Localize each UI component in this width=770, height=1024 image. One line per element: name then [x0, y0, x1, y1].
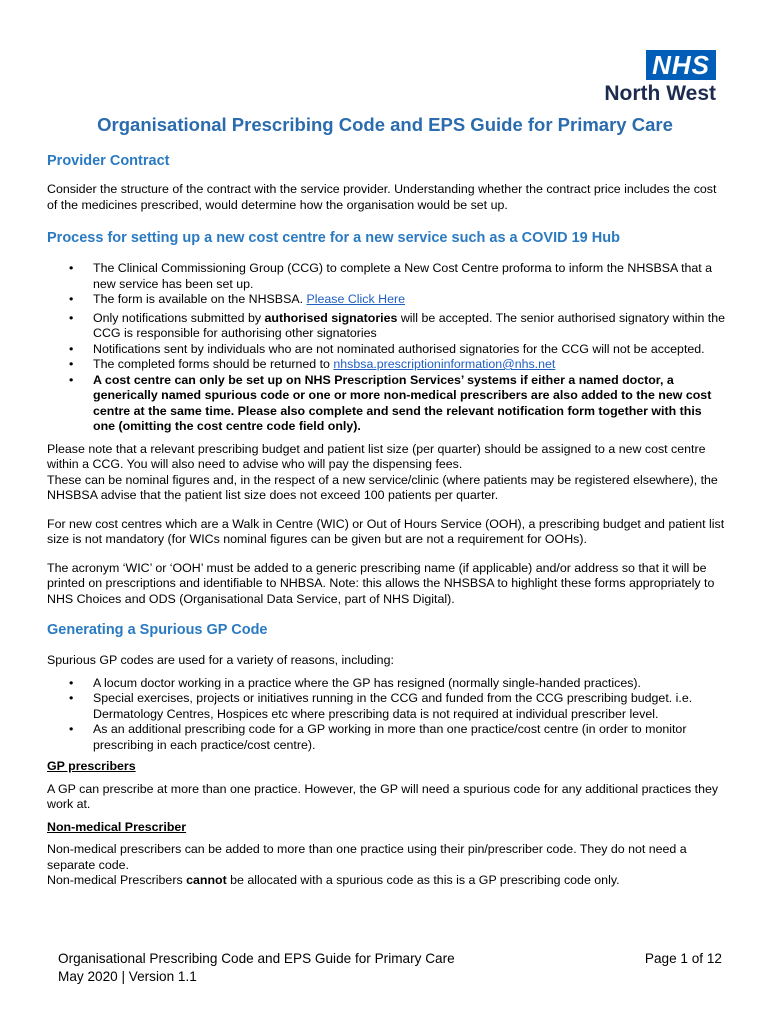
heading-spurious-gp-code: Generating a Spurious GP Code — [47, 622, 268, 638]
budget-paragraph: Please note that a relevant prescribing budget and patient list size (per quarter) should be assigned to a new cost centre within a CCG. You will also need to advise who will pay the dispensing fees. These can be nominal figures and, in the respect of a new service/clinic (where patients may be registered elsewhere), the NHSBSA advise that the patient list size does not exceed 100 patients per quarter. — [47, 441, 718, 502]
nhs-logo-mark: NHS — [646, 50, 716, 80]
list-item: • The Clinical Commissioning Group (CCG) to complete a New Cost Centre proforma to inform the NHSBSA that a new service has been set up. — [69, 261, 713, 291]
spurious-intro: Spurious GP codes are used for a variety of reasons, including: — [47, 653, 394, 667]
list-item: • Only notifications submitted by authorised signatories will be accepted. The senior authorised signatory within the CCG is responsible for authorising other signatories — [69, 310, 726, 340]
acronym-paragraph: The acronym ‘WIC’ or ‘OOH’ must be added to a generic prescribing name (if applicable) and/or address so that it will be printed on prescriptions and identifiable to NHBSA. Note: this allows the NHSBSA to highlight these forms appropriately to NHS Choices and ODS (Organisational Data Service, part of NHS Digital). — [47, 560, 715, 606]
gp-prescribers-text: A GP can prescribe at more than one practice. However, the GP will need a spurious code for any additional practices they work at. — [47, 781, 719, 811]
footer-version: May 2020 | Version 1.1 — [58, 969, 197, 984]
wic-ooh-paragraph: For new cost centres which are a Walk in Centre (WIC) or Out of Hours Service (OOH), a prescribing budget and patient list size is not mandatory (for WICs nominal figures can be given but are not a requirement for OOHs). — [47, 516, 725, 546]
list-item: • The completed forms should be returned to nhsbsa.prescriptioninformation@nhs.net — [69, 357, 556, 371]
process-bullet-list — [47, 261, 727, 435]
heading-process: Process for setting up a new cost centre for a new service such as a COVID 19 Hub — [47, 230, 620, 246]
document-body — [47, 150, 727, 889]
list-item: • A locum doctor working in a practice where the GP has resigned (normally single-handed practices). — [69, 675, 641, 690]
spurious-bullet-list — [47, 676, 727, 754]
footer-title: Organisational Prescribing Code and EPS Guide for Primary Care — [58, 951, 455, 966]
list-item: • As an additional prescribing code for a GP working in more than one practice/cost centre (in order to monitor prescribing in each practice/cost centre). — [69, 722, 687, 752]
nhs-north-west-logo — [582, 50, 716, 106]
list-item: • The form is available on the NHSBSA. Please Click Here — [69, 292, 405, 306]
non-medical-prescriber-heading: Non-medical Prescriber — [47, 819, 187, 834]
page-footer — [58, 950, 722, 986]
page-number: Page 1 of 12 — [644, 951, 722, 966]
list-item: • A cost centre can only be set up on NHS Prescription Services’ systems if either a named doctor, a generically named spurious code or one or more non-medical prescribers are also added to the new cost centre at the same time. Please also complete and send the relevant notification form together with this one (omitting the cost centre code field only). — [69, 372, 712, 433]
heading-provider-contract: Provider Contract — [47, 153, 170, 169]
provider-contract-text: Consider the structure of the contract with the service provider. Understanding whether the contract price includes the cost of the medicines prescribed, would determine how the organisation would be set up. — [47, 182, 717, 212]
gp-prescribers-heading: GP prescribers — [47, 759, 136, 773]
list-item: • Special exercises, projects or initiatives running in the CCG and funded from the CCG prescribing budget. i.e. Dermatology Centres, Hospices etc where prescribing data is not required at individual prescriber level. — [69, 691, 693, 721]
please-click-here-link[interactable]: Please Click Here — [306, 292, 405, 306]
document-title: Organisational Prescribing Code and EPS Guide for Primary Care — [97, 114, 673, 135]
logo-region: North West — [604, 82, 716, 105]
non-medical-prescriber-text: Non-medical prescribers can be added to more than one practice using their pin/prescriber code. They do not need a separate code. Non-medical Prescribers cannot be allocated with a spurious code as this is a GP prescribing code only. — [47, 842, 687, 887]
email-link[interactable]: nhsbsa.prescriptioninformation@nhs.net — [333, 357, 556, 371]
list-item: • Notifications sent by individuals who are not nominated authorised signatories for the CCG will not be accepted. — [69, 341, 705, 356]
